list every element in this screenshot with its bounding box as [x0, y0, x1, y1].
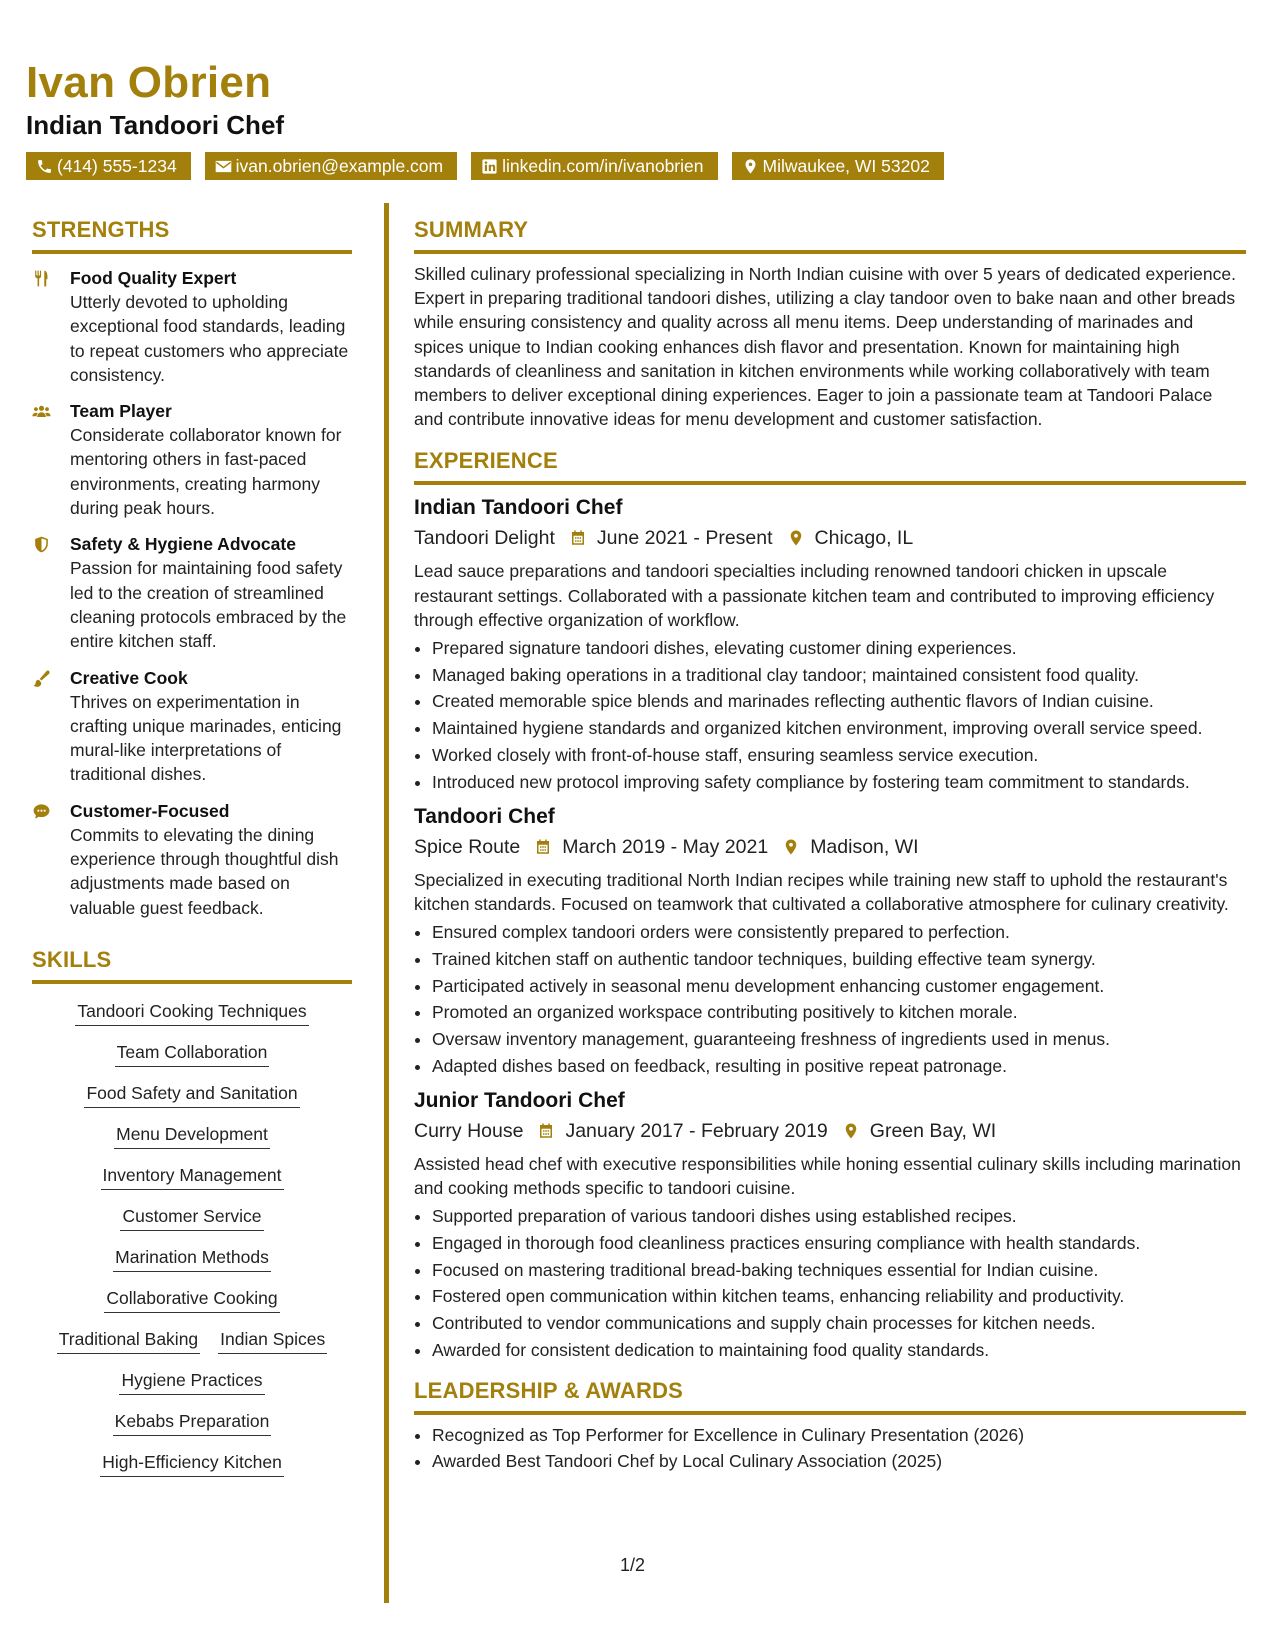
- job-entry: [414, 804, 1246, 1078]
- phone-text: (414) 555-1234: [57, 156, 177, 176]
- strengths-heading: STRENGTHS: [32, 216, 352, 254]
- job-company: Spice Route: [414, 835, 521, 858]
- experience-heading: EXPERIENCE: [414, 447, 1246, 485]
- skill-tag: Indian Spices: [218, 1328, 327, 1354]
- job-bullets: [414, 1204, 1246, 1362]
- job-bullet: • Ensured complex tandoori orders were consistently prepared to perfection.: [432, 920, 1246, 944]
- strength-title: Safety & Hygiene Advocate: [70, 534, 296, 555]
- calendar-icon: [537, 1122, 555, 1140]
- skill-tag: Tandoori Cooking Techniques: [75, 1000, 308, 1026]
- job-title: Tandoori Chef: [414, 804, 555, 828]
- contact-bar: [26, 152, 1026, 180]
- job-location: Green Bay, WI: [869, 1119, 997, 1142]
- job-bullet: • Introduced new protocol improving safety compliance by fostering team commitment to standards.: [432, 770, 1246, 794]
- skill-tag: Food Safety and Sanitation: [84, 1082, 299, 1108]
- email-text: ivan.obrien@example.com: [235, 156, 444, 176]
- job-bullet: • Awarded for consistent dedication to maintaining food quality standards.: [432, 1338, 1246, 1362]
- job-bullets: [414, 636, 1246, 794]
- job-description: Assisted head chef with executive responsibilities while honing essential culinary skills including marination and cooking methods specific to tandoori cuisine.: [414, 1153, 1241, 1199]
- award-item: • Awarded Best Tandoori Chef by Local Culinary Association (2025): [432, 1449, 1246, 1473]
- contact-location[interactable]: [732, 152, 944, 180]
- awards-list: [414, 1423, 1246, 1474]
- job-bullet: • Oversaw inventory management, guaranteeing freshness of ingredients used in menus.: [432, 1027, 1246, 1051]
- strength-title: Customer-Focused: [70, 800, 230, 821]
- chat-icon: [32, 802, 51, 821]
- job-bullet: • Prepared signature tandoori dishes, elevating customer dining experiences.: [432, 636, 1246, 660]
- strength-item: [32, 266, 352, 387]
- users-icon: [32, 402, 51, 421]
- job-bullet: • Supported preparation of various tandoori dishes using established recipes.: [432, 1204, 1246, 1228]
- linkedin-icon: [481, 158, 498, 175]
- contact-linkedin[interactable]: [471, 152, 717, 180]
- job-description: Specialized in executing traditional North Indian recipes while training new staff to uphold the restaurant's kitchen standards. Focused on teamwork that cultivated a collaborative atmosphere for culinary creativity.: [414, 869, 1229, 914]
- job-company: Curry House: [414, 1119, 524, 1142]
- job-title: Indian Tandoori Chef: [414, 496, 623, 520]
- strength-title: Food Quality Expert: [70, 268, 237, 288]
- column-divider: [384, 203, 389, 1603]
- phone-icon: [36, 158, 53, 175]
- job-title: Junior Tandoori Chef: [414, 1088, 625, 1112]
- strength-desc: Thrives on experimentation in crafting unique marinades, enticing mural-like interpretations of traditional dishes.: [70, 691, 342, 785]
- job-bullet: • Adapted dishes based on feedback, resulting in positive repeat patronage.: [432, 1054, 1246, 1078]
- skill-tag: Hygiene Practices: [119, 1369, 264, 1395]
- candidate-role: Indian Tandoori Chef: [26, 110, 285, 140]
- job-bullet: • Created memorable spice blends and marinades reflecting authentic flavors of Indian cuisine.: [432, 689, 1246, 713]
- job-meta: [414, 834, 1246, 860]
- job-dates: June 2021 - Present: [596, 527, 773, 550]
- strength-item: [32, 399, 352, 520]
- contact-email[interactable]: [205, 152, 457, 180]
- skill-tag: Collaborative Cooking: [104, 1287, 279, 1313]
- summary-text: Skilled culinary professional specializing in North Indian cuisine with over 5 years of dedicated experience. Expert in preparing traditional tandoori dishes, utilizing a clay tandoor oven to bake naan and other breads while ensuring consistency and quality across all menu items. Deep understanding of marinades and spices unique to Indian cooking enhances dish flavor and presentation. Known for maintaining high standards of cleanliness and sanitation in kitchen environments while working collaboratively with team members to deliver exceptional dining experiences. Eager to join a passionate team at Tandoori Palace and contribute innovative ideas for menu development and customer satisfaction.: [414, 264, 1236, 430]
- strength-desc: Utterly devoted to upholding exceptional food standards, leading to repeat customers who appreciate consistency.: [70, 292, 349, 385]
- strength-item: [32, 532, 352, 653]
- strength-desc: Passion for maintaining food safety led to the creation of streamlined cleaning protocols embraced by the entire kitchen staff.: [70, 558, 347, 652]
- award-item: • Recognized as Top Performer for Excellence in Culinary Presentation (2026): [432, 1423, 1246, 1447]
- candidate-name: Ivan Obrien: [26, 58, 272, 107]
- leadership-heading: LEADERSHIP & AWARDS: [414, 1377, 1246, 1415]
- skill-tag: Team Collaboration: [115, 1041, 270, 1067]
- strength-desc: Considerate collaborator known for mentoring others in fast-paced environments, creating harmony during peak hours.: [70, 425, 342, 519]
- strength-title: Creative Cook: [70, 667, 188, 688]
- shield-icon: [32, 535, 51, 554]
- summary-heading: SUMMARY: [414, 216, 1246, 254]
- page-number: 1/2: [620, 1555, 646, 1575]
- skill-tag: Traditional Baking: [57, 1328, 200, 1354]
- job-entry: [414, 495, 1246, 793]
- calendar-icon: [569, 529, 587, 547]
- skill-tag: Kebabs Preparation: [113, 1410, 272, 1436]
- envelope-icon: [215, 158, 232, 175]
- calendar-icon: [534, 838, 552, 856]
- job-description: Lead sauce preparations and tandoori specialties including renowned tandoori chicken in upscale restaurant settings. Collaborated with a passionate kitchen team and contributed to improving efficiency through effective organization of workflow.: [414, 561, 1215, 630]
- strength-item: [32, 799, 352, 920]
- job-bullet: • Engaged in thorough food cleanliness practices ensuring compliance with health standards.: [432, 1231, 1246, 1255]
- skill-tag: Customer Service: [120, 1205, 263, 1231]
- map-pin-icon: [787, 529, 805, 547]
- skill-tag: High-Efficiency Kitchen: [100, 1451, 284, 1477]
- utensils-icon: [32, 269, 51, 288]
- location-text: Milwaukee, WI 53202: [762, 156, 930, 176]
- job-company: Tandoori Delight: [414, 527, 555, 550]
- skill-tag: Menu Development: [114, 1123, 270, 1149]
- right-column: [414, 216, 1246, 1476]
- job-bullet: • Contributed to vendor communications and supply chain processes for kitchen needs.: [432, 1311, 1246, 1335]
- job-bullets: [414, 920, 1246, 1078]
- map-pin-icon: [782, 838, 800, 856]
- job-bullet: • Managed baking operations in a traditional clay tandoor; maintained consistent food quality.: [432, 663, 1246, 687]
- job-entry: [414, 1088, 1246, 1362]
- map-pin-icon: [742, 158, 759, 175]
- job-bullet: • Worked closely with front-of-house staff, ensuring seamless service execution.: [432, 743, 1246, 767]
- job-bullet: • Promoted an organized workspace contributing positively to kitchen morale.: [432, 1000, 1246, 1024]
- skill-tag: Inventory Management: [101, 1164, 284, 1190]
- job-bullet: • Trained kitchen staff on authentic tandoor techniques, building effective team synergy.: [432, 947, 1246, 971]
- skills-list: [32, 992, 352, 1492]
- job-bullet: • Fostered open communication within kitchen teams, enhancing reliability and productivity.: [432, 1284, 1246, 1308]
- map-pin-icon: [842, 1122, 860, 1140]
- job-meta: [414, 525, 1246, 551]
- job-location: Chicago, IL: [814, 527, 914, 550]
- skill-tag: Marination Methods: [113, 1246, 271, 1272]
- paintbrush-icon: [32, 669, 51, 688]
- left-column: [32, 216, 352, 1492]
- skills-heading: SKILLS: [32, 946, 352, 984]
- linkedin-text: linkedin.com/in/ivanobrien: [502, 156, 704, 176]
- job-location: Madison, WI: [810, 835, 919, 858]
- job-dates: March 2019 - May 2021: [562, 835, 769, 858]
- strength-item: [32, 666, 352, 787]
- job-dates: January 2017 - February 2019: [565, 1119, 828, 1142]
- job-bullet: • Maintained hygiene standards and organized kitchen environment, improving overall service speed.: [432, 716, 1246, 740]
- strength-title: Team Player: [70, 401, 172, 422]
- job-bullet: • Focused on mastering traditional bread-baking techniques essential for Indian cuisine.: [432, 1258, 1246, 1282]
- job-meta: [414, 1118, 1246, 1144]
- strength-desc: Commits to elevating the dining experience through thoughtful dish adjustments made based on valuable guest feedback.: [70, 824, 339, 918]
- job-bullet: • Participated actively in seasonal menu development enhancing customer engagement.: [432, 974, 1246, 998]
- contact-phone[interactable]: [26, 152, 191, 180]
